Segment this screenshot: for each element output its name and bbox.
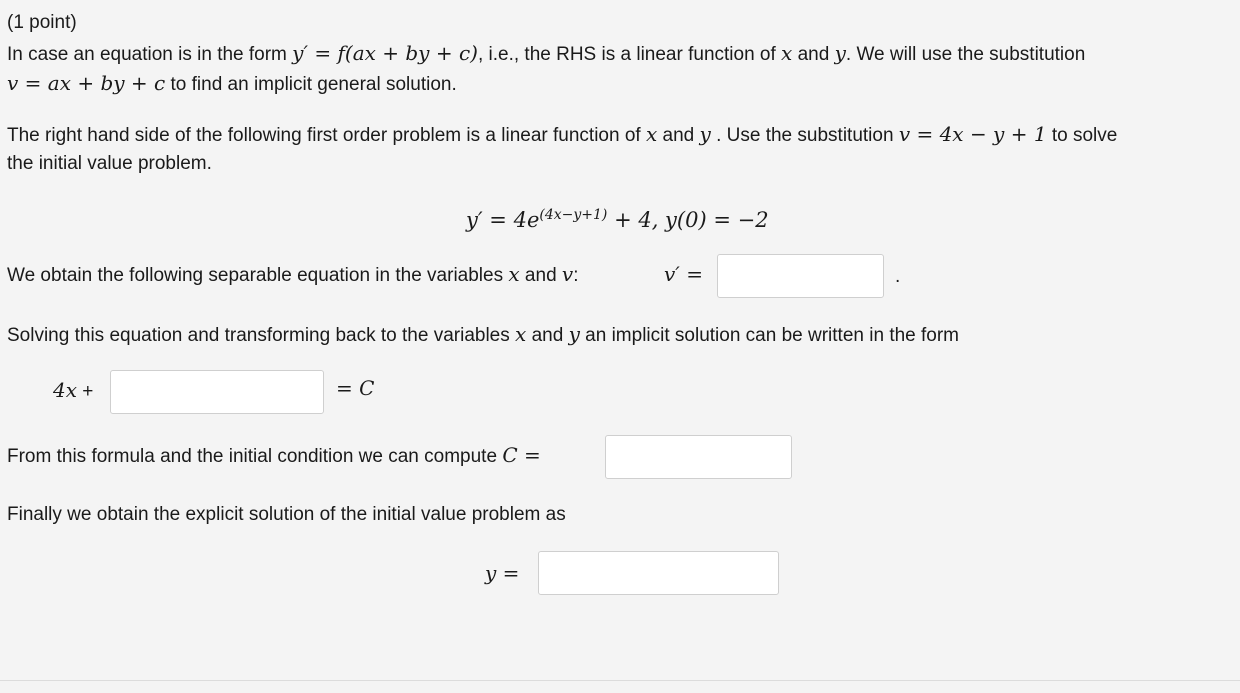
implicit-plus: +: [77, 381, 94, 402]
step2-text-c: an implicit solution can be written in the form: [579, 325, 960, 346]
math-var-y: y: [834, 41, 846, 65]
intro-text: to find an implicit general solution.: [165, 74, 457, 95]
intro-line-1: [7, 42, 1085, 66]
step3-text-a: From this formula and the initial condition we can compute: [7, 446, 503, 467]
points-label: (1 point): [7, 12, 77, 33]
step1-period: .: [895, 266, 901, 287]
ode-equation: [466, 204, 769, 232]
problem-line-2: the initial value problem.: [7, 153, 212, 174]
step1-text-a: We obtain the following separable equation in the variables: [7, 265, 509, 286]
intro-text: . We will use the substitution: [845, 44, 1086, 65]
c-label: C =: [502, 443, 541, 467]
implicit-solution-input[interactable]: [110, 370, 324, 414]
intro-line-2: [7, 72, 457, 96]
step4-text: Finally we obtain the explicit solution of the initial value problem as: [7, 504, 566, 525]
implicit-prefix: [53, 379, 93, 403]
implicit-suffix: = C: [336, 376, 375, 400]
bottom-divider: [0, 680, 1240, 681]
step1-text-c: :: [573, 265, 579, 286]
intro-text: and: [792, 44, 835, 65]
implicit-prefix-term: 4x: [53, 378, 78, 402]
intro-text: In case an equation is in the form: [7, 44, 293, 65]
step1-text: [7, 263, 579, 287]
step2-text-b: and: [526, 325, 569, 346]
ode-lhs: y′ = 4e: [466, 208, 540, 232]
y-label: y =: [485, 561, 520, 585]
step2-text: [7, 323, 959, 347]
math-var-x: x: [508, 262, 520, 286]
ode-exponent: (4x−y+1): [539, 207, 608, 223]
problem-line-1: [7, 123, 1117, 147]
intro-text: , i.e., the RHS is a linear function of: [477, 44, 782, 65]
substitution-equation: v = 4x − y + 1: [898, 122, 1047, 146]
v-prime-label: v′ =: [664, 262, 703, 286]
c-value-input[interactable]: [605, 435, 792, 479]
explicit-solution-input[interactable]: [538, 551, 779, 595]
step2-text-a: Solving this equation and transforming back to the variables: [7, 325, 516, 346]
step3-text: [7, 444, 541, 468]
problem-text: to solve: [1046, 125, 1118, 146]
problem-text: The right hand side of the following first order problem is a linear function of: [7, 125, 646, 146]
math-var-y: y: [699, 122, 711, 146]
math-var-v: v: [561, 262, 574, 286]
math-var-x: x: [645, 122, 658, 146]
intro-equation: y′ = f(ax + by + c): [292, 41, 478, 65]
math-var-x: x: [781, 41, 793, 65]
substitution-equation: v = ax + by + c: [7, 71, 166, 95]
step1-text-b: and: [519, 265, 562, 286]
math-var-x: x: [515, 322, 527, 346]
ode-rhs: + 4, y(0) = −2: [607, 208, 769, 232]
problem-text: . Use the substitution: [710, 125, 899, 146]
v-prime-answer-input[interactable]: [717, 254, 884, 298]
problem-text: and: [657, 125, 700, 146]
math-var-y: y: [568, 322, 580, 346]
